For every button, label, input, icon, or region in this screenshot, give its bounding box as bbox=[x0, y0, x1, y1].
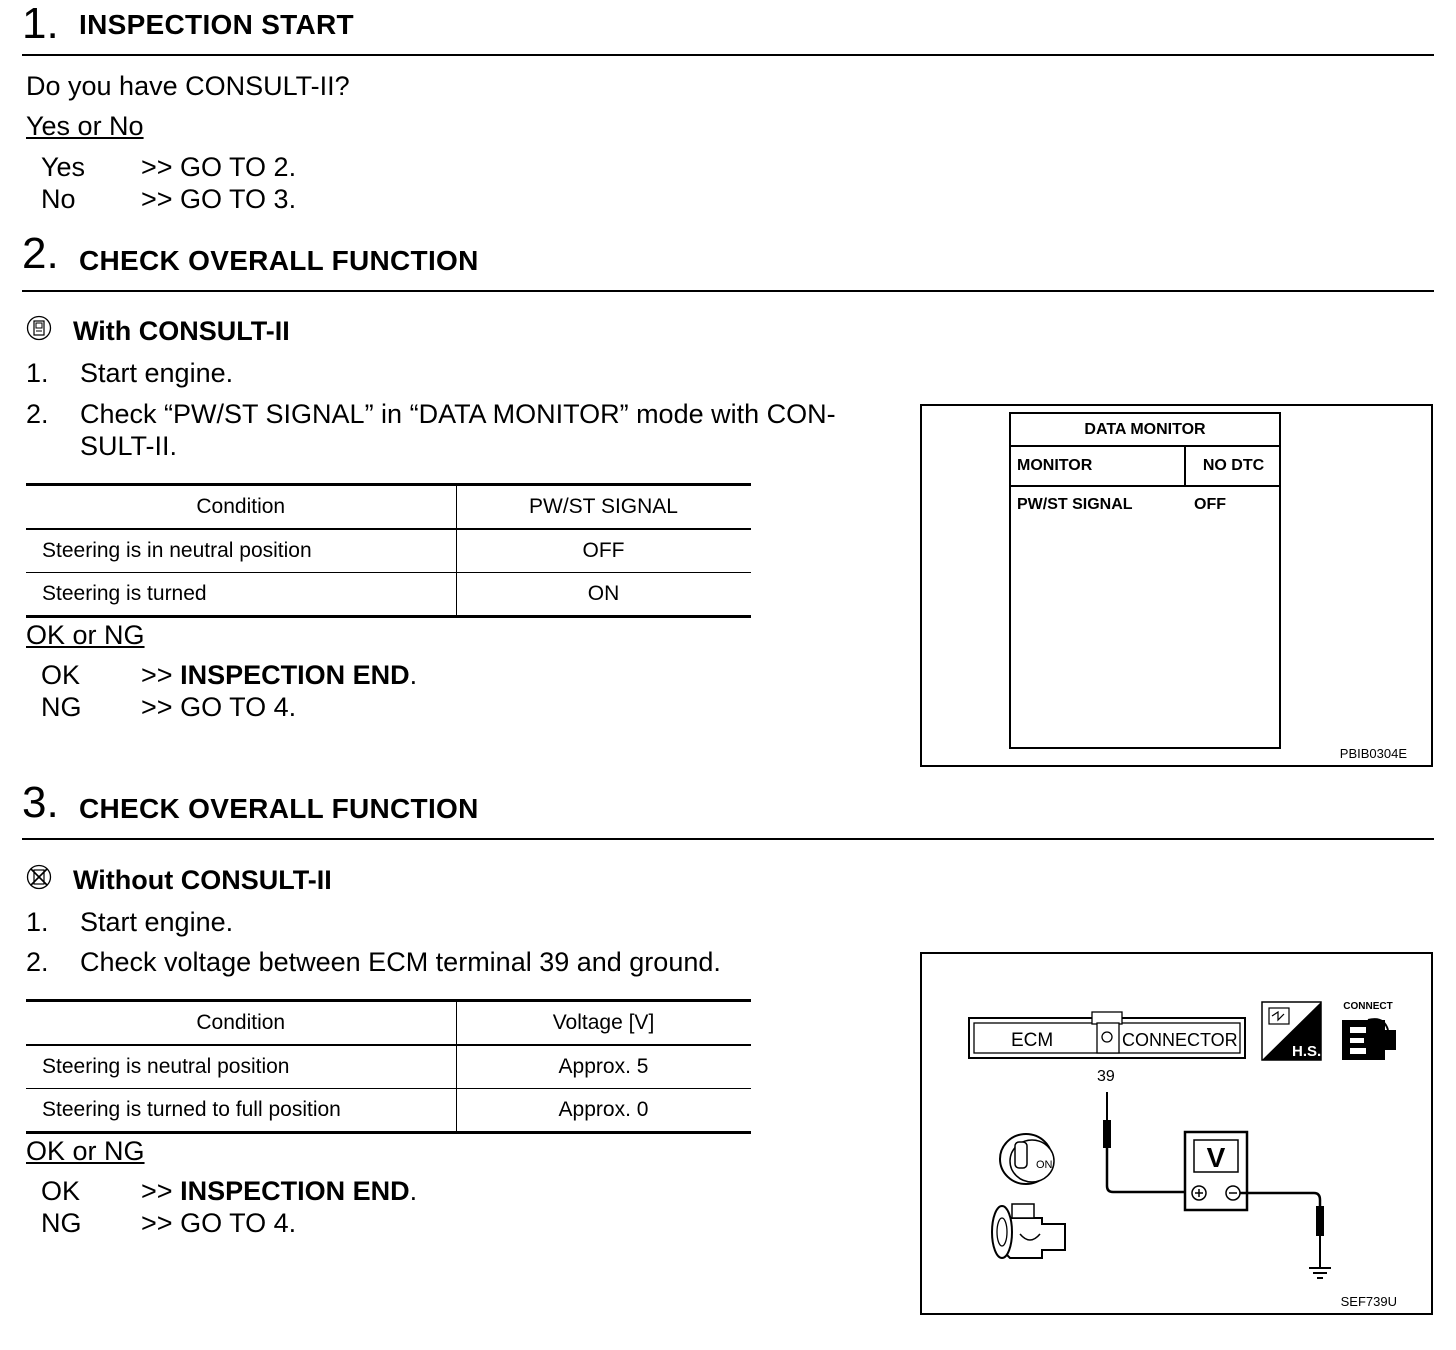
step-2-item-1-text: Start engine. bbox=[80, 358, 234, 388]
table-cell-condition: Steering is neutral position bbox=[26, 1045, 456, 1089]
step-2-subhead: With CONSULT-II bbox=[73, 316, 290, 346]
monitor-col-header: MONITOR bbox=[1011, 447, 1186, 485]
answer-no-action[interactable]: >> GO TO 3. bbox=[141, 184, 297, 214]
monitor-row-label: PW/ST SIGNAL bbox=[1017, 496, 1133, 513]
step-2-divider bbox=[22, 290, 1434, 292]
connector-label: CONNECTOR bbox=[1122, 1030, 1238, 1050]
connect-icon bbox=[1342, 1019, 1396, 1060]
result-ng-action[interactable] bbox=[141, 1207, 296, 1239]
voltage-check-figure bbox=[920, 952, 1433, 1315]
step-3-table bbox=[26, 999, 751, 1134]
step-3-divider bbox=[22, 838, 1434, 840]
consult-icon bbox=[26, 315, 52, 341]
step-2-number: 2. bbox=[22, 229, 59, 278]
table-header-condition: Condition bbox=[26, 485, 456, 530]
step-3-item-2-text: Check voltage between ECM terminal 39 and ground. bbox=[80, 947, 721, 977]
answer-yes-action[interactable]: >> GO TO 2. bbox=[141, 152, 297, 182]
table-cell-value: Approx. 0 bbox=[456, 1089, 751, 1133]
result-ng-text: GO TO 4. bbox=[180, 692, 297, 722]
connect-label: CONNECT bbox=[1343, 1001, 1393, 1012]
result-arrow: >> bbox=[141, 1208, 173, 1238]
result-ok-text: INSPECTION END bbox=[180, 660, 410, 690]
result-ng-key: NG bbox=[41, 692, 82, 722]
monitor-row-value: OFF bbox=[1194, 496, 1226, 513]
result-arrow: >> bbox=[141, 1176, 173, 1206]
table-cell-value: OFF bbox=[456, 529, 751, 573]
data-monitor-figure bbox=[920, 404, 1433, 767]
voltage-check-diagram bbox=[922, 954, 1431, 1313]
ecm-label: ECM bbox=[1011, 1030, 1054, 1051]
result-suffix: . bbox=[409, 1176, 418, 1206]
result-ng-action[interactable] bbox=[141, 691, 296, 723]
answer-yes-key: Yes bbox=[41, 152, 86, 182]
step-3-item-2-number: 2. bbox=[26, 947, 49, 977]
step-1-question: Do you have CONSULT-II? bbox=[26, 71, 350, 101]
result-arrow: >> bbox=[141, 692, 173, 722]
monitor-screen bbox=[1009, 412, 1281, 749]
result-ok-key: OK bbox=[41, 660, 81, 690]
step-2-title: CHECK OVERALL FUNCTION bbox=[79, 245, 479, 276]
table-row bbox=[26, 573, 751, 617]
step-1-number: 1. bbox=[22, 0, 59, 48]
step-2-item-2-text-cont: SULT-II. bbox=[80, 431, 178, 461]
step-3-number: 3. bbox=[22, 778, 59, 827]
monitor-screen-title: DATA MONITOR bbox=[1011, 414, 1279, 447]
step-2-table bbox=[26, 483, 751, 618]
table-row bbox=[26, 1089, 751, 1133]
positive-probe bbox=[1103, 1092, 1192, 1192]
table-cell-value: ON bbox=[456, 573, 751, 617]
no-consult-icon bbox=[26, 864, 52, 890]
step-1-answer-label: Yes or No bbox=[26, 111, 144, 141]
ground-probe bbox=[1240, 1193, 1331, 1278]
table-row bbox=[26, 1045, 751, 1089]
step-2-item-2-number: 2. bbox=[26, 399, 49, 429]
terminal-label: 39 bbox=[1097, 1068, 1115, 1085]
table-cell-value: Approx. 5 bbox=[456, 1045, 751, 1089]
result-suffix: . bbox=[409, 660, 418, 690]
step-3-subhead: Without CONSULT-II bbox=[73, 865, 332, 895]
monitor-status-header: NO DTC bbox=[1202, 457, 1265, 474]
table-header-value: PW/ST SIGNAL bbox=[456, 485, 751, 530]
figure-code: SEF739U bbox=[1340, 1294, 1397, 1309]
result-ng-key: NG bbox=[41, 1208, 82, 1238]
result-ok-action[interactable] bbox=[141, 659, 417, 691]
result-ng-text: GO TO 4. bbox=[180, 1208, 297, 1238]
table-cell-condition: Steering is turned to full position bbox=[26, 1089, 456, 1133]
table-cell-condition: Steering is turned bbox=[26, 573, 456, 617]
meter-label: V bbox=[1206, 1142, 1226, 1173]
step-1-divider bbox=[22, 54, 1434, 56]
result-ok-text: INSPECTION END bbox=[180, 1176, 410, 1206]
step-2-result-label: OK or NG bbox=[26, 620, 145, 650]
step-3-item-1-text: Start engine. bbox=[80, 907, 234, 937]
monitor-header-row bbox=[1011, 447, 1279, 487]
step-2-item-2-text: Check “PW/ST SIGNAL” in “DATA MONITOR” mode with CON- bbox=[80, 399, 836, 429]
figure-code: PBIB0304E bbox=[1339, 746, 1407, 761]
table-cell-condition: Steering is in neutral position bbox=[26, 529, 456, 573]
table-header-condition: Condition bbox=[26, 1001, 456, 1046]
hs-label: H.S. bbox=[1292, 1043, 1322, 1060]
step-3-title: CHECK OVERALL FUNCTION bbox=[79, 793, 479, 824]
engine-icon bbox=[992, 1204, 1065, 1258]
step-3-item-1-number: 1. bbox=[26, 907, 49, 937]
table-header-value: Voltage [V] bbox=[456, 1001, 751, 1046]
result-ok-key: OK bbox=[41, 1176, 81, 1206]
result-arrow: >> bbox=[141, 660, 173, 690]
step-3-result-label: OK or NG bbox=[26, 1136, 145, 1166]
result-ok-action[interactable] bbox=[141, 1175, 417, 1207]
answer-no-key: No bbox=[41, 184, 76, 214]
step-1-title: INSPECTION START bbox=[79, 9, 354, 40]
table-row bbox=[26, 529, 751, 573]
key-on-label: ON bbox=[1036, 1159, 1053, 1171]
step-2-item-1-number: 1. bbox=[26, 358, 49, 388]
